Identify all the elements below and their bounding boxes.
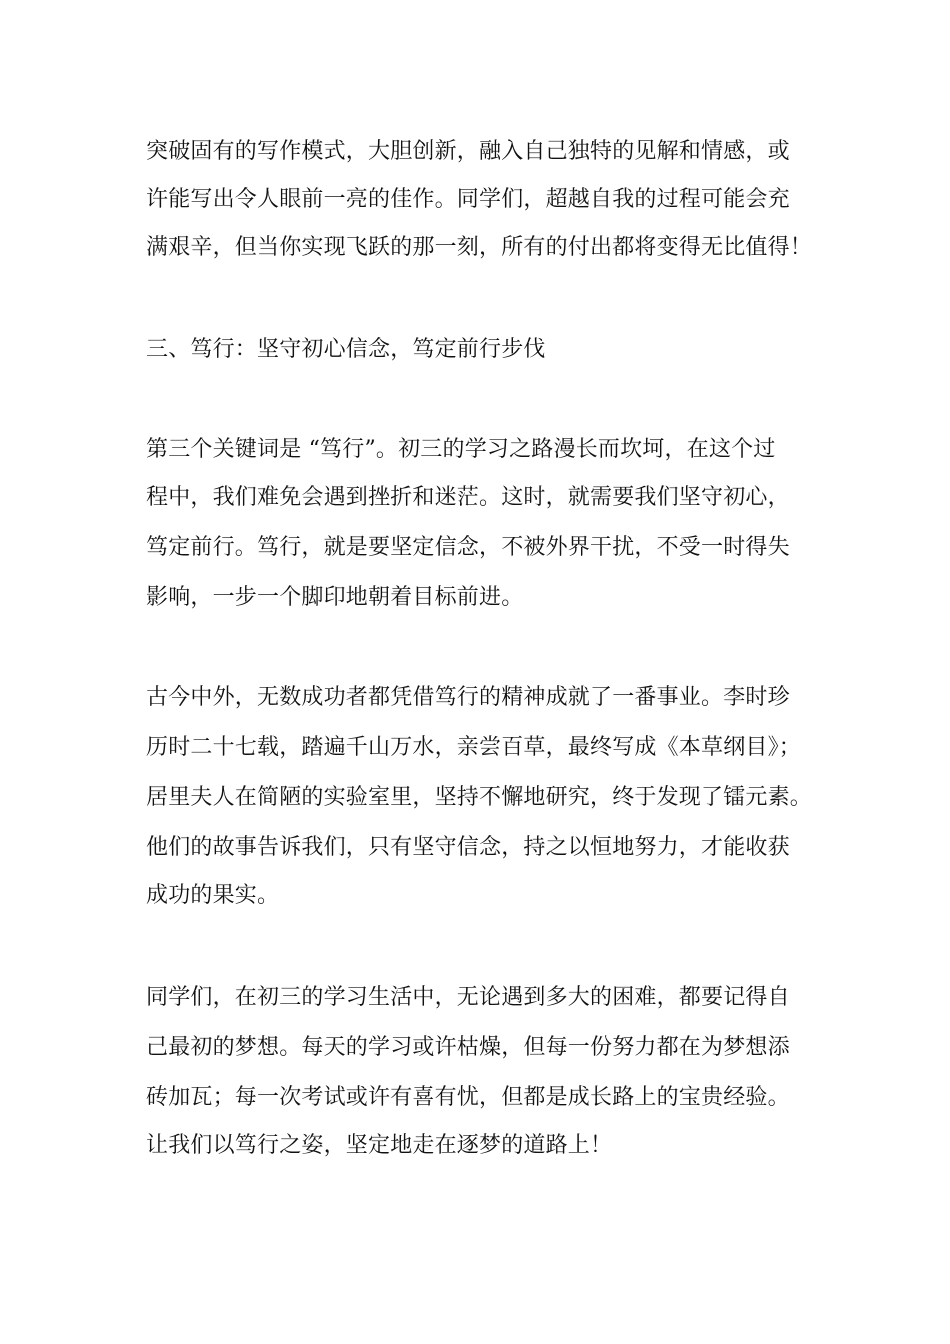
text-line: 影响，一步一个脚印地朝着目标前进。 <box>146 585 524 610</box>
text-line: 同学们，在初三的学习生活中，无论遇到多大的困难，都要记得自 <box>146 985 790 1010</box>
text-line: 满艰辛，但当你实现飞跃的那一刻，所有的付出都将变得无比值得！ <box>146 235 813 260</box>
text-line: 历时二十七载，踏遍千山万水，亲尝百草，最终写成《本草纲目》； <box>146 735 802 760</box>
text-line: 居里夫人在简陋的实验室里，坚持不懈地研究，终于发现了镭元素。 <box>146 785 813 810</box>
text-line: 成功的果实。 <box>146 883 280 908</box>
text-line: 笃定前行。笃行，就是要坚定信念，不被外界干扰，不受一时得失 <box>146 535 790 560</box>
text-line: 许能写出令人眼前一亮的佳作。同学们，超越自我的过程可能会充 <box>146 187 790 212</box>
text-line: 己最初的梦想。每天的学习或许枯燥，但每一份努力都在为梦想添 <box>146 1035 790 1060</box>
text-line: 让我们以笃行之姿，坚定地走在逐梦的道路上！ <box>146 1133 613 1158</box>
text-line: 突破固有的写作模式，大胆创新，融入自己独特的见解和情感，或 <box>146 139 790 164</box>
section-heading: 三、笃行：坚守初心信念，笃定前行步伐 <box>146 337 546 362</box>
text-line: 古今中外，无数成功者都凭借笃行的精神成就了一番事业。李时珍 <box>146 685 790 710</box>
text-line: 程中，我们难免会遇到挫折和迷茫。这时，就需要我们坚守初心， <box>146 485 790 510</box>
text-line: 他们的故事告诉我们，只有坚守信念，持之以恒地努力，才能收获 <box>146 835 790 860</box>
text-line: 第三个关键词是 “笃行”。初三的学习之路漫长而坎坷，在这个过 <box>146 437 776 462</box>
text-line: 砖加瓦；每一次考试或许有喜有忧，但都是成长路上的宝贵经验。 <box>146 1085 790 1110</box>
